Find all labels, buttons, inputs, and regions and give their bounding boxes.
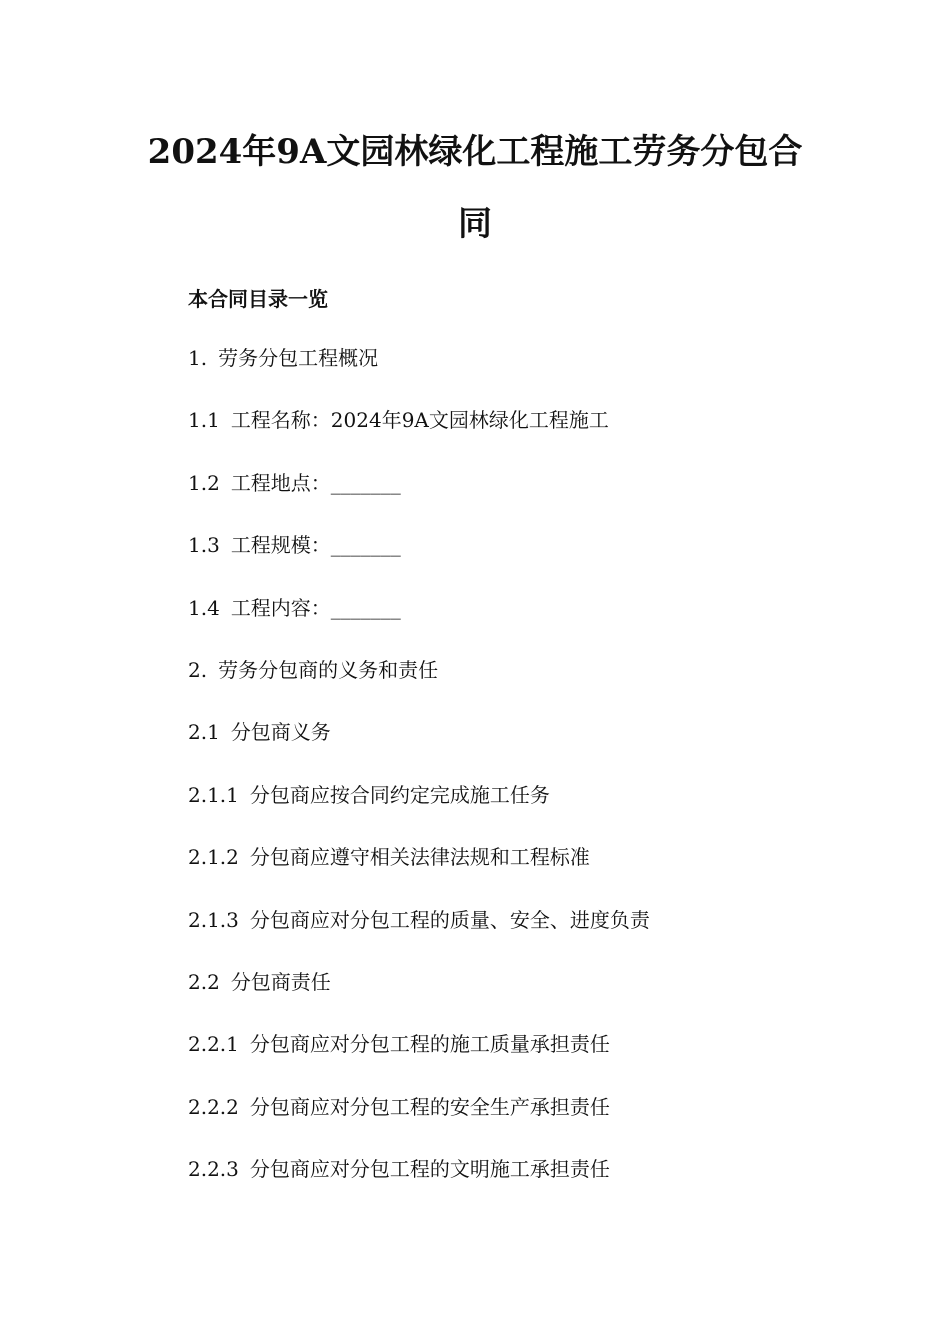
toc-item bbox=[188, 656, 650, 718]
toc-item-number: 2.1 bbox=[188, 720, 220, 745]
toc-item-text: 分包商义务 bbox=[230, 720, 331, 745]
toc-item-number: 1. bbox=[188, 346, 208, 370]
toc-item-text: 劳务分包商的义务和责任 bbox=[218, 657, 439, 682]
toc-item-text: 工程规模：_______ bbox=[230, 533, 401, 558]
toc-item-text: 分包商责任 bbox=[230, 969, 331, 994]
toc-item-number: 2.2.3 bbox=[188, 1157, 239, 1182]
toc-heading: 本合同目录一览 bbox=[188, 287, 328, 311]
toc-item-text: 分包商应对分包工程的质量、安全、进度负责 bbox=[249, 907, 650, 932]
toc-item-number: 2.1.1 bbox=[188, 782, 239, 807]
toc-item-text: 分包商应遵守相关法律法规和工程标准 bbox=[249, 845, 590, 870]
toc-item bbox=[188, 968, 650, 1030]
toc-item bbox=[188, 906, 650, 968]
toc-item-number: 2.2.2 bbox=[188, 1094, 239, 1119]
toc-item-number: 2.1.3 bbox=[188, 907, 239, 932]
toc-item bbox=[188, 1093, 650, 1155]
toc-item bbox=[188, 344, 650, 406]
toc-item-number: 1.1 bbox=[188, 408, 220, 433]
toc-item bbox=[188, 531, 650, 593]
toc-item-text: 分包商应对分包工程的施工质量承担责任 bbox=[249, 1032, 610, 1057]
toc-item-number: 2.1.2 bbox=[188, 845, 239, 870]
document-title-line-2: 同 bbox=[458, 204, 492, 244]
toc-item-number: 1.3 bbox=[188, 533, 220, 558]
toc-item bbox=[188, 1155, 650, 1217]
toc-item-number: 2.2 bbox=[188, 969, 220, 994]
toc-item bbox=[188, 781, 650, 843]
toc-item bbox=[188, 843, 650, 905]
toc-item bbox=[188, 594, 650, 656]
toc-item-text: 工程地点：_______ bbox=[230, 470, 401, 495]
document-title-line-1: 2024年9A文园林绿化工程施工劳务分包合 bbox=[147, 132, 803, 172]
toc-item bbox=[188, 718, 650, 780]
toc-item-text: 分包商应对分包工程的安全生产承担责任 bbox=[249, 1094, 610, 1119]
toc-list bbox=[188, 344, 650, 1217]
toc-item-text: 工程名称：2024年9A文园林绿化工程施工 bbox=[230, 408, 609, 433]
toc-item bbox=[188, 1030, 650, 1092]
toc-item-text: 工程内容：_______ bbox=[230, 595, 401, 620]
toc-item-text: 劳务分包工程概况 bbox=[218, 346, 379, 370]
toc-item-number: 2.2.1 bbox=[188, 1032, 239, 1057]
toc-item bbox=[188, 406, 650, 468]
toc-item bbox=[188, 469, 650, 531]
toc-item-number: 1.4 bbox=[188, 595, 220, 620]
toc-item-number: 2. bbox=[188, 657, 208, 682]
toc-item-number: 1.2 bbox=[188, 470, 220, 495]
toc-item-text: 分包商应对分包工程的文明施工承担责任 bbox=[249, 1157, 610, 1182]
toc-item-text: 分包商应按合同约定完成施工任务 bbox=[249, 782, 550, 807]
